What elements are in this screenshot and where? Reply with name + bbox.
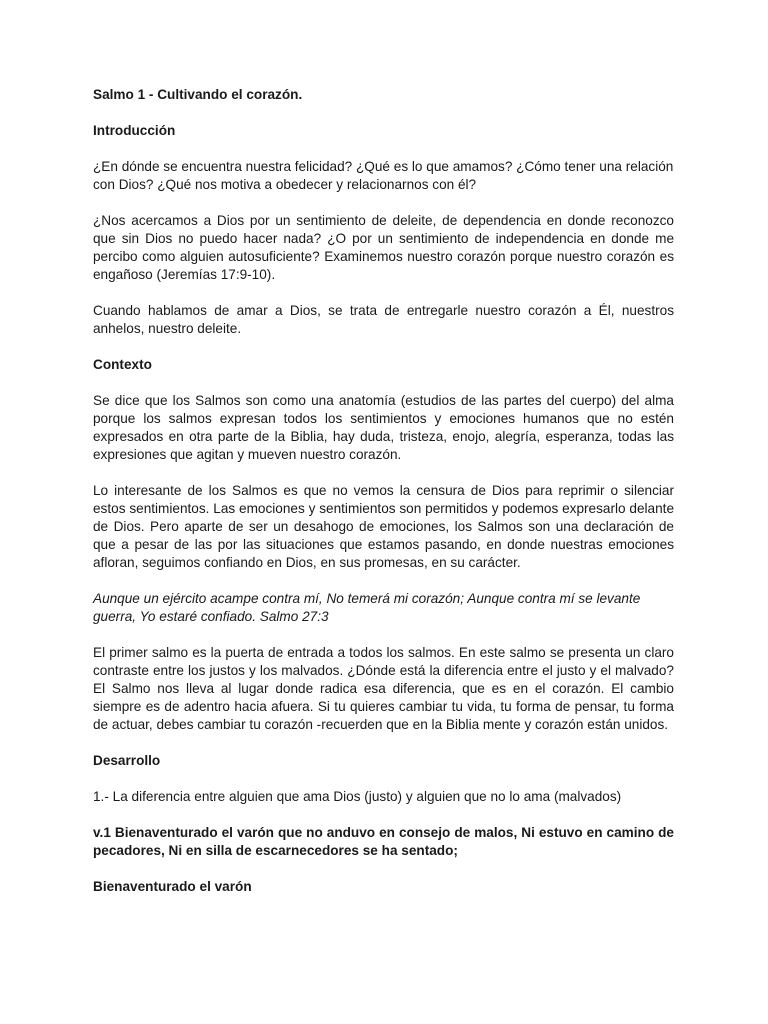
scripture-quote: Aunque un ejército acampe contra mí, No temerá mi corazón; Aunque contra mí se levante guerra, Yo estaré confiado. Salmo 27:3 [93,591,641,624]
context-paragraph-2: Lo interesante de los Salmos es que no vemos la censura de Dios para reprimir o silenciar estos sentimientos. Las emociones y sentimientos son permitidos y podemos expresarlo delante de Dios. Pero aparte de ser un desahogo de emociones, los Salmos son una declaración de que a pesar de las por las situaciones que estamos pasando, en donde nuestras emociones afloran, seguimos confiando en Dios, en sus promesas, en su carácter. [93,483,674,570]
section-heading-introduccion: Introducción [93,123,176,138]
document-title: Salmo 1 - Cultivando el corazón. [93,87,303,102]
subheading-bienaventurado: Bienaventurado el varón [93,879,252,894]
document-body [93,86,674,914]
verse-1: v.1 Bienaventurado el varón que no anduvo en consejo de malos, Ni estuvo en camino de pecadores, Ni en silla de escarnecedores se ha sentado; [93,825,674,858]
section-heading-contexto: Contexto [93,357,152,372]
intro-paragraph-3: Cuando hablamos de amar a Dios, se trata de entregarle nuestro corazón a Él, nuestros anhelos, nuestro deleite. [93,303,674,336]
context-paragraph-3: El primer salmo es la puerta de entrada a todos los salmos. En este salmo se presenta un claro contraste entre los justos y los malvados. ¿Dónde está la diferencia entre el justo y el malvado? El Salmo nos lleva al lugar donde radica esa diferencia, que es en el corazón. El cambio siempre es de adentro hacia afuera. Si tu quieres cambiar tu vida, tu forma de pensar, tu forma de actuar, debes cambiar tu corazón -recuerden que en la Biblia mente y corazón están unidos. [93,645,674,732]
intro-paragraph-2: ¿Nos acercamos a Dios por un sentimiento de deleite, de dependencia en donde reconozco que sin Dios no puedo hacer nada? ¿O por un sentimiento de independencia en donde me percibo como alguien autosuficiente? Examinemos nuestro corazón porque nuestro corazón es engañoso (Jeremías 17:9-10). [93,213,674,282]
context-paragraph-1: Se dice que los Salmos son como una anatomía (estudios de las partes del cuerpo) del alma porque los salmos expresan todos los sentimientos y emociones humanos que no estén expresados en otra parte de la Biblia, hay duda, tristeza, enojo, alegría, esperanza, todas las expresiones que agitan y mueven nuestro corazón. [93,393,674,462]
section-heading-desarrollo: Desarrollo [93,753,161,768]
development-point-1: 1.- La diferencia entre alguien que ama Dios (justo) y alguien que no lo ama (malvados) [93,789,622,804]
intro-paragraph-1: ¿En dónde se encuentra nuestra felicidad? ¿Qué es lo que amamos? ¿Cómo tener una relación con Dios? ¿Qué nos motiva a obedecer y relacionarnos con él? [93,159,674,192]
